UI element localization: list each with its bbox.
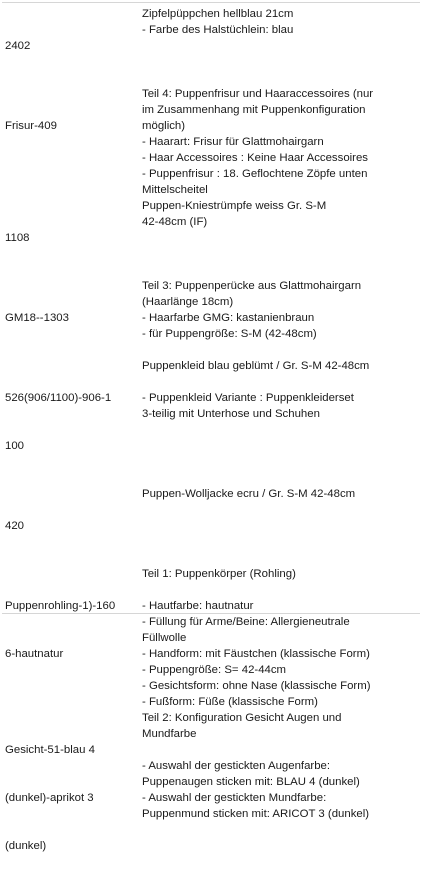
- item-code: Gesicht-51-blau 4 (dunkel)-aprikot 3 (dunkel): [5, 744, 95, 852]
- item-description: Teil 2: Konfiguration Gesicht Augen und Mundfarbe - Auswahl der gestickten Augenfarbe: Puppenaugen sticken mit: BLAU 4 (dunkel) - Auswahl der gestickten Mundfarbe: Puppenmund sticken mit: ARICOT 3 (dunkel): [139, 710, 420, 822]
- item-row: [2, 198, 420, 278]
- item-row: [2, 486, 420, 566]
- spacer-line: [142, 582, 416, 598]
- item-row: [2, 710, 420, 886]
- item-code: 526(906/1100)-906-1 100: [5, 392, 112, 452]
- item-code: GM18--1303: [5, 312, 69, 324]
- item-code: 420: [5, 520, 25, 532]
- item-row: [2, 358, 420, 486]
- item-code: 2402: [5, 40, 31, 52]
- spacer-line: [142, 742, 416, 758]
- item-description: Zipfelpüppchen hellblau 21cm - Farbe des Halstüchlein: blau: [142, 8, 294, 36]
- order-items-table: [2, 2, 420, 852]
- item-description: Teil 1: Puppenkörper (Rohling) - Hautfarbe: hautnatur - Füllung für Arme/Beine: Allergieneutrale Füllwolle - Handform: mit Fäustchen (klassische Form) - Puppengröße: S= 42-44cm - Gesichtsform: ohne Nase (klassische Form) - Fußform: Füße (klassische Form): [139, 566, 420, 710]
- item-row: [2, 566, 420, 710]
- item-code: Frisur-409: [5, 120, 57, 132]
- item-row: [2, 86, 420, 198]
- item-description: Puppen-Kniestrümpfe weiss Gr. S-M 42-48cm (IF): [142, 200, 327, 228]
- item-description: Teil 4: Puppenfrisur und Haaraccessoires (nur im Zusammenhang mit Puppenkonfiguration möglich) - Haarart: Frisur für Glattmohairgarn - Haar Accessoires : Keine Haar Accessoires - Puppenfrisur : 18. Geflochtene Zöpfe unten Mittelscheitel: [142, 88, 374, 196]
- item-row: [2, 278, 420, 358]
- item-description: Teil 3: Puppenperücke aus Glattmohairgarn (Haarlänge 18cm) - Haarfarbe GMG: kastanienbraun - für Puppengröße: S-M (42-48cm): [142, 280, 362, 340]
- item-description: Puppen-Wolljacke ecru / Gr. S-M 42-48cm: [142, 488, 356, 500]
- item-description: Puppenkleid blau geblümt / Gr. S-M 42-48cm - Puppenkleid Variante : Puppenkleiderset 3-teilig mit Unterhose und Schuhen: [139, 358, 420, 422]
- spacer-line: [142, 374, 416, 390]
- item-code: 1108: [5, 232, 30, 244]
- item-code: Puppenrohling-1)-160 6-hautnatur: [5, 600, 116, 660]
- item-row: [2, 6, 420, 86]
